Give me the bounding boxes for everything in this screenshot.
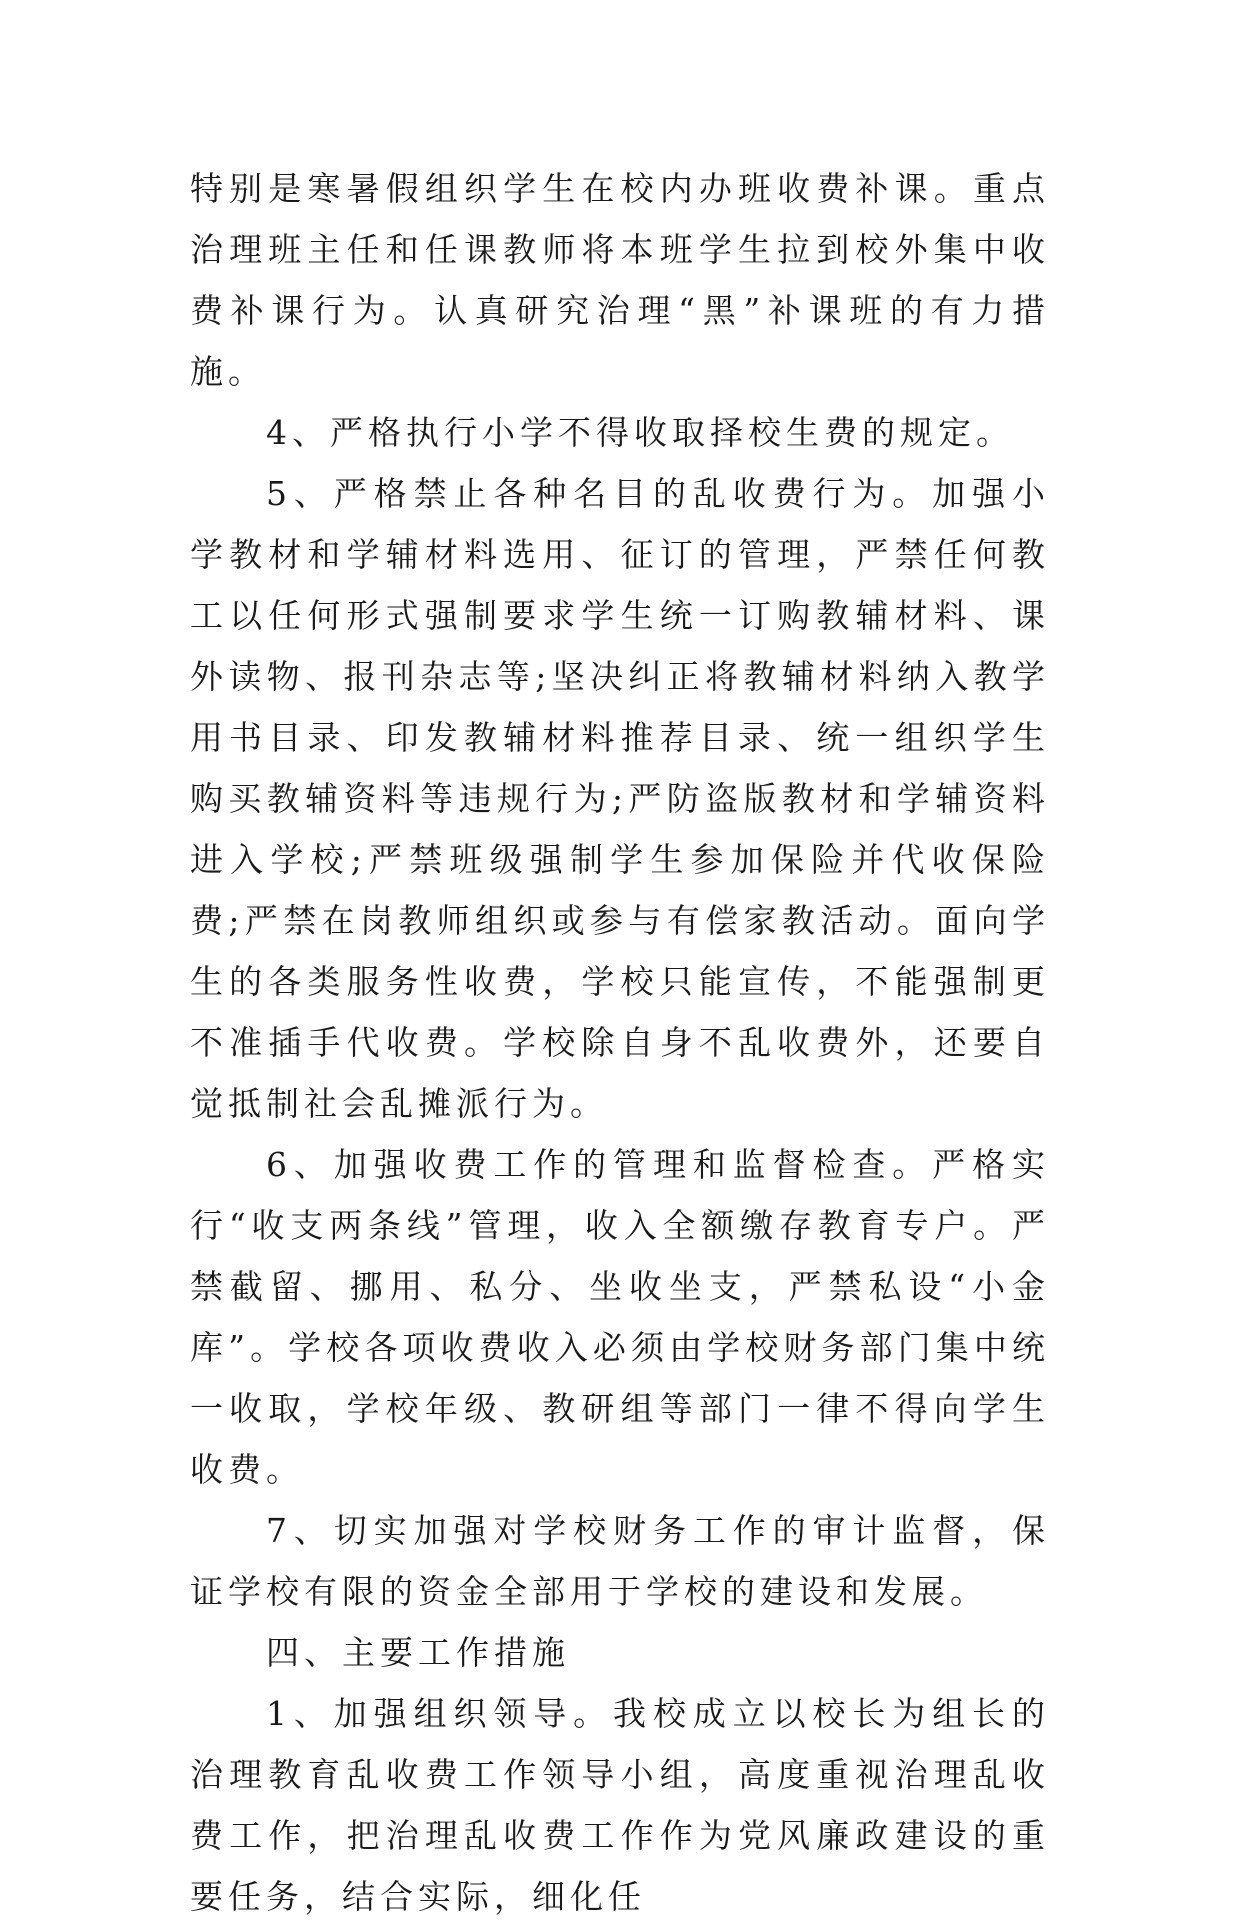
paragraph-item-4: 4、严格执行小学不得收取择校生费的规定。 [266, 413, 1014, 452]
section-heading-measures: 四、主要工作措施 [266, 1633, 570, 1672]
paragraph-item-7: 7、切实加强对学校财务工作的审计监督，保证学校有限的资金全部用于学校的建设和发展。 [190, 1511, 1050, 1611]
paragraph-item-6: 6、加强收费工作的管理和监督检查。严格实行“收支两条线”管理，收入全额缴存教育专户。严禁截留、挪用、私分、坐收坐支，严禁私设“小金库”。学校各项收费收入必须由学校财务部门集中统一收取，学校年级、教研组等部门一律不得向学生收费。 [190, 1145, 1050, 1489]
document-body [190, 158, 1050, 1927]
paragraph-measure-1: 1、加强组织领导。我校成立以校长为组长的治理教育乱收费工作领导小组，高度重视治理乱收费工作，把治理乱收费工作作为党风廉政建设的重要任务，结合实际，细化任 [190, 1694, 1050, 1916]
paragraph-continued: 特别是寒暑假组织学生在校内办班收费补课。重点治理班主任和任课教师将本班学生拉到校外集中收费补课行为。认真研究治理“黑”补课班的有力措施。 [190, 169, 1050, 391]
paragraph-item-5: 5、严格禁止各种名目的乱收费行为。加强小学教材和学辅材料选用、征订的管理，严禁任何教工以任何形式强制要求学生统一订购教辅材料、课外读物、报刊杂志等;坚决纠正将教辅材料纳入教学用书目录、印发教辅材料推荐目录、统一组织学生购买教辅资料等违规行为;严防盗版教材和学辅资料进入学校;严禁班级强制学生参加保险并代收保险费;严禁在岗教师组织或参与有偿家教活动。面向学生的各类服务性收费，学校只能宣传，不能强制更不准插手代收费。学校除自身不乱收费外，还要自觉抵制社会乱摊派行为。 [190, 474, 1050, 1123]
